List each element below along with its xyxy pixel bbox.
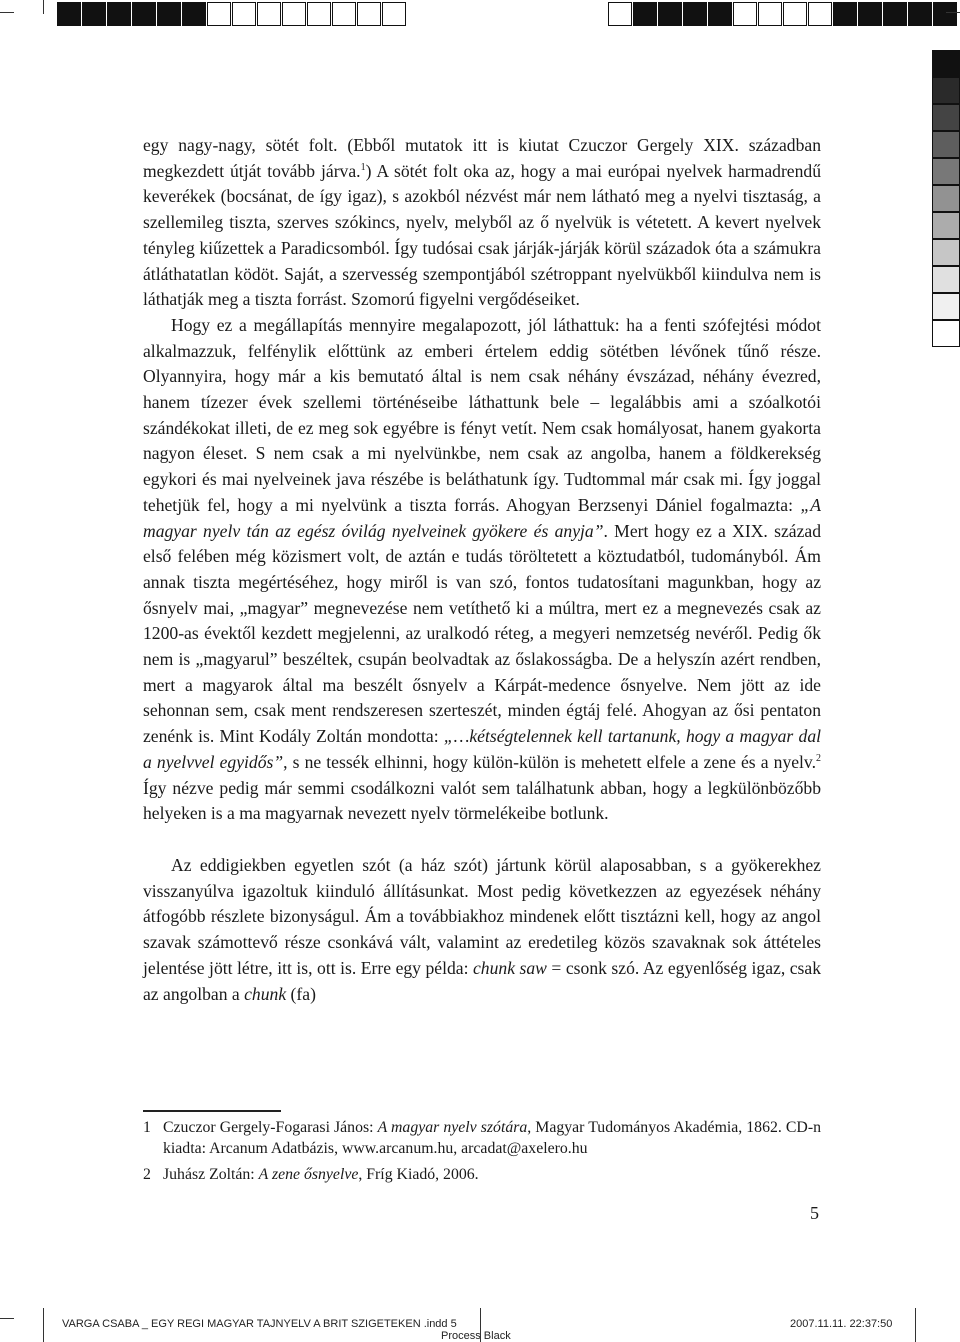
text-run: ) A sötét folt oka az, hogy a mai európai nyelvek harmadrendű keverékek (bocsánat, de így igaz), s azokból nézvést már nem látható meg a nyelvi tisztaság, a szellemileg tiszta, szerves szókincs, nyelv, melyből az ő nyelvük is vétetett. A kevert nyelvek tényleg kiűzettek a Paradicsomból. Így tudósai csak járják-járják körül századok óta a számukra átláthatatlan ködöt. Saját, a szervesség szempontjából szétroppant nyelvükből kiindulva nem is láthatják meg a tiszta forrást. Szomorú figyelni vergődéseiket. [143, 160, 821, 310]
body-text [143, 133, 821, 1007]
registration-bar-top-right [608, 2, 958, 26]
footnote-1 [143, 1117, 821, 1159]
registration-square [57, 2, 81, 26]
paragraph-2 [143, 313, 821, 827]
crop-mark [0, 1318, 14, 1319]
registration-square [207, 2, 231, 26]
footnote-ref-1: 1 [360, 161, 366, 173]
quote-berzsenyi: „A magyar nyelv tán az egész óvilág nyelveinek gyökere és anyja” [143, 494, 821, 541]
registration-square [932, 185, 960, 212]
slug-filename: VARGA CSABA _ EGY REGI MAGYAR TAJNYELV A BRIT SZIGETEKEN .indd 5 [62, 1318, 457, 1330]
term-chunk: chunk [244, 983, 287, 1004]
registration-square [608, 2, 632, 26]
paragraph-1 [143, 133, 821, 313]
text-run: (fa) [286, 983, 316, 1004]
registration-square [157, 2, 181, 26]
registration-square [232, 2, 256, 26]
registration-square [908, 2, 932, 26]
registration-square [132, 2, 156, 26]
text-run: , s ne tessék elhinni, hogy külön-külön is mehetett elfele a zene és a nyelv. [283, 751, 816, 772]
footnote-text [163, 1117, 821, 1159]
text-run: Juhász Zoltán: [163, 1166, 259, 1183]
registration-square [932, 158, 960, 185]
registration-square [783, 2, 807, 26]
registration-bar-right [932, 50, 960, 347]
registration-square [708, 2, 732, 26]
registration-square [82, 2, 106, 26]
book-title: A zene ősnyelve [258, 1166, 359, 1183]
registration-square [932, 50, 960, 77]
crop-mark [43, 1308, 44, 1342]
text-run: = csonk szó. Az egyenlőség igaz, csak az angolban a [143, 957, 821, 1004]
text-run: Így nézve pedig már semmi csodálkozni valót sem találhatunk abban, hogy a legkülönbözőbb helyeken is a ma magyarnak nevezett nyelv törmelékeibe botlunk. [143, 777, 821, 824]
registration-square [808, 2, 832, 26]
registration-square [932, 131, 960, 158]
registration-square [182, 2, 206, 26]
registration-square [107, 2, 131, 26]
crop-mark [0, 12, 14, 13]
registration-square [758, 2, 782, 26]
term-chunk-saw: chunk saw [473, 957, 547, 978]
registration-square [933, 2, 957, 26]
registration-square [932, 239, 960, 266]
quote-kodaly: „…kétségtelennek kell tartanunk, hogy a magyar dal a nyelvvel egyidős” [143, 726, 822, 772]
book-title: A magyar nyelv szótára [377, 1119, 528, 1136]
footnote-number: 1 [143, 1119, 151, 1136]
registration-square [932, 212, 960, 239]
page-number: 5 [810, 1203, 819, 1223]
text-run: , Magyar Tudományos Akadémia, 1862. CD-n kiadta: Arcanum Adatbázis, www.arcanum.hu, arcadat@axelero.hu [163, 1119, 821, 1157]
registration-square [833, 2, 857, 26]
registration-square [932, 320, 960, 347]
crop-mark [915, 1308, 916, 1342]
text-run: egy nagy-nagy, sötét folt. (Ebből mutatok itt is kiutat Czuczor Gergely XIX. században megkezdett útját tovább járva. [143, 135, 821, 181]
registration-square [883, 2, 907, 26]
text-run: Czuczor Gergely-Fogarasi János: [163, 1119, 378, 1136]
registration-square [307, 2, 331, 26]
registration-square [932, 104, 960, 131]
registration-square [257, 2, 281, 26]
slug-plate: Process Black [441, 1330, 511, 1342]
registration-square [932, 77, 960, 104]
registration-square [683, 2, 707, 26]
paragraph-3 [143, 853, 821, 1007]
registration-square [332, 2, 356, 26]
registration-square [858, 2, 882, 26]
crop-mark [43, 0, 44, 14]
registration-square [932, 293, 960, 320]
footnote-text [163, 1164, 821, 1185]
text-run: Az eddigiekben egyetlen szót (a ház szót) jártunk körül alaposabban, s a gyökerekhez visszanyúlva igazoltuk kiinduló állításunkat. Most pedig következzen az egyezések néhány átfogóbb részlete bizonyságul. Ám a továbbiakhoz mindenek előtt tisztázni kell, hogy az angol szavak számottevő része csonkává vált, valamint az eredetileg közös szavaknak sok áttételes jelentése jött létre, itt is, ott is. Erre egy példa: [143, 854, 821, 978]
registration-square [282, 2, 306, 26]
footnote-ref-2: 2 [816, 752, 821, 764]
registration-square [932, 266, 960, 293]
crop-mark [946, 12, 960, 13]
registration-square [733, 2, 757, 26]
footnote-number: 2 [143, 1166, 151, 1183]
registration-bar-top-left [57, 2, 407, 26]
text-run: Hogy ez a megállapítás mennyire megalapozott, jól láthattuk: ha a fenti szófejtési módot alkalmazzuk, felfénylik előttünk az emberi értelem eddig sötétben lévőnek tűnő része. Olyannyira, hogy már a kis bemutató által is nem csak néhány évszázad, néhány évezred, hanem tízezer évek szellemi történéseibe láthattunk bele – legalábbis ami a szóalkotói szándékokat illeti, de ez meg sok egyébre is fényt vetít. Nem csak homályosat, hanem gyakorta nagyon éleset. S nem csak a mi nyelvünkbe, nem csak az angolba, hanem a földkerekség egykori és mai nyelveinek java részébe is beláthatunk így. Tudtommal már csak mi. Így joggal tehetjük fel, hogy a mi nyelvünk a tiszta forrás. Ahogyan Berzsenyi Dániel fogalmazta: [143, 314, 821, 515]
footnote-2 [143, 1164, 821, 1185]
footnote-rule [143, 1110, 281, 1112]
slug-date: 2007.11.11. 22:37:50 [790, 1318, 893, 1330]
footnotes [143, 1117, 821, 1190]
registration-square [633, 2, 657, 26]
text-run: . Mert hogy ez a XIX. század első felében még közismert volt, de aztán e tudás töröltetett a köztudatból, tudományból. Ám annak tiszta megértéséhez, hogy miről is van szó, fontos tudatosítani magunkban, hogy az ősnyelv mai, „magyar” megnevezése nem vetíthető ki a múltra, mert ez a megnevezés csak az 1200-as évektől kezdett megjelenni, az uralkodó réteg, a megyeri nemzetség nevéről. Pedig ők nem is „magyarul” beszéltek, csupán beolvadtak az őslakosságba. De a helyszín azért rendben, mert a magyarok által ma beszélt ősnyelv a Kárpát-medence ősnyelve. Nem jött az ide sehonnan sem, csak ment rendszeresen szerteszét, minden égtáj felé. Ahogyan az ősi pentaton zenénk is. Mint Kodály Zoltán mondotta: [143, 520, 821, 747]
registration-square [382, 2, 406, 26]
registration-square [357, 2, 381, 26]
registration-square [658, 2, 682, 26]
text-run: , Fríg Kiadó, 2006. [358, 1166, 479, 1183]
